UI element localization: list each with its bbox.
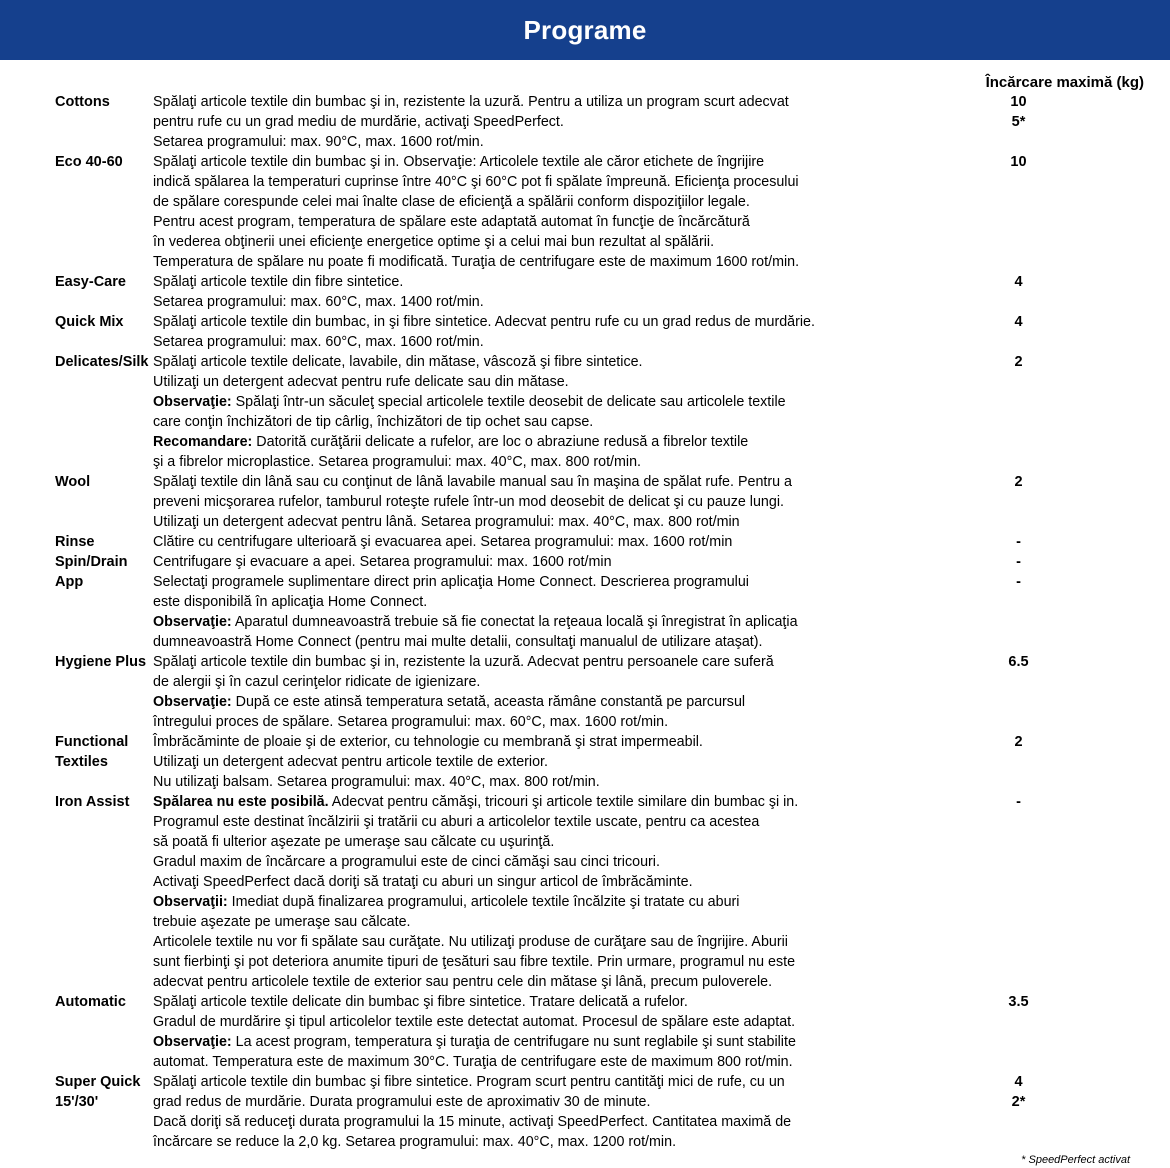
description-text: în vederea obţinerii unei eficienţe energetice optime şi a celui mai bun rezultat al spălării.	[153, 234, 715, 250]
max-load-cell	[935, 272, 1170, 312]
max-load-cell	[935, 152, 1170, 272]
description-text: încărcare se reduce la 2,0 kg. Setarea programului: max. 40°C, max. 1200 rot/min.	[153, 1134, 677, 1150]
program-name-line: Spin/Drain	[55, 554, 128, 570]
description-text: este disponibilă în aplicaţia Home Connect.	[153, 594, 428, 610]
description-line	[153, 932, 935, 952]
description-line	[153, 1072, 935, 1092]
description-text: Spălaţi articole textile din bumbac şi in, rezistente la uzură. Pentru a utiliza un program scurt adecvat	[153, 94, 789, 110]
max-load-value: -	[1016, 534, 1021, 550]
description-text: Setarea programului: max. 60°C, max. 1600 rot/min.	[153, 334, 484, 350]
program-description-cell	[145, 352, 935, 472]
max-load-value: 5*	[1011, 114, 1026, 130]
description-text: Setarea programului: max. 90°C, max. 1600 rot/min.	[153, 134, 484, 150]
description-emphasis: Spălarea nu este posibilă.	[153, 794, 329, 810]
max-load-value: 2	[1014, 354, 1023, 370]
description-line	[153, 952, 935, 972]
program-name-line: Wool	[55, 474, 91, 490]
description-line	[153, 192, 935, 212]
description-line	[153, 1032, 935, 1052]
description-line	[153, 472, 935, 492]
max-load-cell	[935, 1072, 1170, 1152]
description-text: Programul este destinat încălzirii şi tratării cu aburi a articolelor textile uscate, pentru ca acestea	[153, 814, 760, 830]
max-load-value: -	[1016, 574, 1021, 590]
program-description-cell	[145, 472, 935, 532]
description-line	[153, 1092, 935, 1112]
description-line	[153, 492, 935, 512]
description-emphasis: Observaţie:	[153, 394, 232, 410]
table-row	[0, 152, 1170, 272]
program-description-cell	[145, 92, 935, 152]
program-name-cell	[0, 552, 145, 572]
description-line	[153, 852, 935, 872]
description-emphasis: Observaţie:	[153, 1034, 232, 1050]
description-text: şi a fibrelor microplastice. Setarea programului: max. 40°C, max. 800 rot/min.	[153, 454, 642, 470]
description-line	[153, 1012, 935, 1032]
description-line	[153, 752, 935, 772]
table-row	[0, 352, 1170, 472]
program-name-line: Functional	[55, 734, 129, 750]
description-text: dumneavoastră Home Connect (pentru mai multe detalii, consultaţi manualul de utilizare ataşat).	[153, 634, 763, 650]
max-load-cell	[935, 92, 1170, 152]
description-text: Utilizaţi un detergent adecvat pentru rufe delicate sau din mătase.	[153, 374, 569, 390]
description-line	[153, 332, 935, 352]
description-text: adecvat pentru articolele textile de exterior sau pentru cele din mătase şi lână, precum puloverele.	[153, 974, 773, 990]
program-description-cell	[145, 312, 935, 352]
program-name-cell	[0, 572, 145, 652]
program-name-cell	[0, 1072, 145, 1152]
program-description-cell	[145, 532, 935, 552]
program-name-cell	[0, 792, 145, 992]
description-line	[153, 892, 935, 912]
description-text: Nu utilizaţi balsam. Setarea programului: max. 40°C, max. 800 rot/min.	[153, 774, 600, 790]
program-description-cell	[145, 272, 935, 312]
table-row	[0, 732, 1170, 792]
max-load-cell	[935, 792, 1170, 992]
description-line	[153, 732, 935, 752]
max-load-value: -	[1016, 794, 1021, 810]
description-line	[153, 532, 935, 552]
max-load-value: 2	[1014, 734, 1023, 750]
description-line	[153, 92, 935, 112]
program-name-line: Cottons	[55, 94, 110, 110]
description-text: Îmbrăcăminte de ploaie şi de exterior, cu tehnologie cu membrană şi strat impermeabil.	[153, 734, 703, 750]
program-name-cell	[0, 732, 145, 792]
description-text: grad redus de murdărie. Durata programului este de aproximativ 30 de minute.	[153, 1094, 651, 1110]
description-text: Pentru acest program, temperatura de spălare este adaptată automat în funcţie de încărcătură	[153, 214, 750, 230]
program-description-cell	[145, 732, 935, 792]
description-text: Utilizaţi un detergent adecvat pentru lână. Setarea programului: max. 40°C, max. 800 rot/min	[153, 514, 740, 530]
description-line	[153, 412, 935, 432]
program-description-cell	[145, 792, 935, 992]
description-text: Spălaţi articole textile din bumbac şi in, rezistente la uzură. Adecvat pentru persoanele care suferă	[153, 654, 774, 670]
description-text: trebuie aşezate pe umeraşe sau călcate.	[153, 914, 411, 930]
programs-table-body	[0, 92, 1170, 1152]
description-line	[153, 912, 935, 932]
description-line	[153, 972, 935, 992]
table-row	[0, 1072, 1170, 1152]
description-line	[153, 512, 935, 532]
program-name-line: Easy-Care	[55, 274, 126, 290]
description-emphasis: Observaţii:	[153, 894, 228, 910]
description-line	[153, 672, 935, 692]
description-line	[153, 112, 935, 132]
program-name-line: Delicates/Silk	[55, 354, 149, 370]
program-name-cell	[0, 992, 145, 1072]
description-text: automat. Temperatura este de maximum 30°C. Turaţia de centrifugare este de maximum 800 rot/min.	[153, 1054, 793, 1070]
max-load-value: 2*	[1011, 1094, 1026, 1110]
description-line	[153, 172, 935, 192]
description-line	[153, 1112, 935, 1132]
description-text: La acest program, temperatura şi turaţia de centrifugare nu sunt reglabile şi sunt stabilite	[231, 1034, 796, 1050]
program-name-cell	[0, 472, 145, 532]
programs-table	[0, 92, 1170, 1152]
description-line	[153, 632, 935, 652]
max-load-value: 3.5	[1008, 994, 1029, 1010]
description-text: de alergii şi în cazul cerinţelor ridicate de igienizare.	[153, 674, 481, 690]
description-text: sunt fierbinţi şi pot deteriora anumite tipuri de ţesături sau fibre textile. Prin urmare, programul nu este	[153, 954, 796, 970]
description-line	[153, 352, 935, 372]
max-load-cell	[935, 472, 1170, 532]
page-title: Programe	[523, 15, 647, 45]
table-row	[0, 532, 1170, 552]
table-row	[0, 992, 1170, 1072]
max-load-cell	[935, 992, 1170, 1072]
program-name-line: Super Quick	[55, 1074, 141, 1090]
programs-content	[0, 60, 1170, 1168]
description-line	[153, 232, 935, 252]
max-load-value: 4	[1014, 274, 1023, 290]
program-name-cell	[0, 152, 145, 272]
max-load-value: 10	[1010, 154, 1027, 170]
description-line	[153, 552, 935, 572]
program-name-cell	[0, 532, 145, 552]
table-row	[0, 92, 1170, 152]
description-text: întregului proces de spălare. Setarea programului: max. 60°C, max. 1600 rot/min.	[153, 714, 669, 730]
description-text: Adecvat pentru cămăşi, tricouri şi articole textile similare din bumbac şi in.	[328, 794, 799, 810]
description-text: Spălaţi articole textile din fibre sintetice.	[153, 274, 404, 290]
description-line	[153, 392, 935, 412]
description-line	[153, 712, 935, 732]
program-description-cell	[145, 992, 935, 1072]
description-line	[153, 292, 935, 312]
description-text: Gradul maxim de încărcare a programului este de cinci cămăşi sau cinci tricouri.	[153, 854, 660, 870]
description-text: Activaţi SpeedPerfect dacă doriţi să trataţi cu aburi un singur articol de îmbrăcăminte.	[153, 874, 693, 890]
program-description-cell	[145, 152, 935, 272]
program-name-line: App	[55, 574, 84, 590]
description-line	[153, 152, 935, 172]
table-row	[0, 552, 1170, 572]
description-line	[153, 1052, 935, 1072]
description-text: Setarea programului: max. 60°C, max. 1400 rot/min.	[153, 294, 484, 310]
speedperfect-footnote: * SpeedPerfect activat	[1021, 1154, 1130, 1166]
program-description-cell	[145, 652, 935, 732]
max-load-cell	[935, 552, 1170, 572]
description-line	[153, 992, 935, 1012]
program-description-cell	[145, 552, 935, 572]
program-name-line: Quick Mix	[55, 314, 124, 330]
program-name-cell	[0, 92, 145, 152]
description-text: Spălaţi articole textile din bumbac, in şi fibre sintetice. Adecvat pentru rufe cu un grad redus de murdărie.	[153, 314, 815, 330]
description-text: de spălare corespunde celei mai înalte clase de eficienţă a spălării conform dispoziţiilor legale.	[153, 194, 750, 210]
program-name-cell	[0, 652, 145, 732]
program-name-line: Eco 40-60	[55, 154, 123, 170]
program-name-line: Rinse	[55, 534, 95, 550]
description-line	[153, 572, 935, 592]
description-emphasis: Observaţie:	[153, 694, 232, 710]
description-text: Spălaţi articole textile delicate din bumbac şi fibre sintetice. Tratare delicată a rufelor.	[153, 994, 688, 1010]
description-line	[153, 812, 935, 832]
description-line	[153, 212, 935, 232]
description-line	[153, 252, 935, 272]
description-text: Spălaţi într-un săculeţ special articolele textile deosebit de delicate sau articolele textile	[231, 394, 786, 410]
max-load-cell	[935, 352, 1170, 472]
description-line	[153, 692, 935, 712]
max-load-value: 4	[1014, 1074, 1023, 1090]
description-line	[153, 432, 935, 452]
description-line	[153, 452, 935, 472]
max-load-value: 10	[1010, 94, 1027, 110]
program-description-cell	[145, 572, 935, 652]
description-text: Spălaţi articole textile delicate, lavabile, din mătase, vâscoză şi fibre sintetice.	[153, 354, 643, 370]
max-load-cell	[935, 572, 1170, 652]
description-text: Gradul de murdărire şi tipul articolelor textile este detectat automat. Procesul de spălare este adaptat.	[153, 1014, 796, 1030]
description-line	[153, 872, 935, 892]
description-line	[153, 372, 935, 392]
description-text: indică spălarea la temperaturi cuprinse între 40°C şi 60°C pot fi spălate împreună. Eficienţa procesului	[153, 174, 799, 190]
description-line	[153, 772, 935, 792]
description-text: care conţin închizători de tip cârlig, închizători de tip ochet sau capse.	[153, 414, 594, 430]
description-line	[153, 312, 935, 332]
description-text: Spălaţi articole textile din bumbac şi fibre sintetice. Program scurt pentru cantităţi mici de rufe, cu un	[153, 1074, 785, 1090]
max-load-cell	[935, 312, 1170, 352]
description-text: pentru rufe cu un grad mediu de murdărie, activaţi SpeedPerfect.	[153, 114, 564, 130]
description-line	[153, 132, 935, 152]
max-load-value: 4	[1014, 314, 1023, 330]
description-line	[153, 592, 935, 612]
description-text: Utilizaţi un detergent adecvat pentru articole textile de exterior.	[153, 754, 548, 770]
max-load-value: 2	[1014, 474, 1023, 490]
column-header-row	[0, 60, 1170, 91]
program-name-cell	[0, 352, 149, 472]
program-name-cell	[0, 272, 145, 312]
program-name-line: Iron Assist	[55, 794, 130, 810]
program-name-line: Textiles	[55, 754, 108, 770]
max-load-value: 6.5	[1008, 654, 1029, 670]
description-text: Dacă doriţi să reduceţi durata programului la 15 minute, activaţi SpeedPerfect. Cantitatea maximă de	[153, 1114, 792, 1130]
description-text: Selectaţi programele suplimentare direct prin aplicaţia Home Connect. Descrierea programului	[153, 574, 749, 590]
program-name-line: Hygiene Plus	[55, 654, 147, 670]
description-text: Datorită curăţării delicate a rufelor, are loc o abraziune redusă a fibrelor textile	[252, 434, 749, 450]
program-name-cell	[0, 312, 145, 352]
max-load-cell	[935, 732, 1170, 792]
table-row	[0, 312, 1170, 352]
program-name-line: Automatic	[55, 994, 126, 1010]
description-line	[153, 792, 935, 812]
program-description-cell	[145, 1072, 935, 1152]
description-line	[153, 652, 935, 672]
description-text: să poată fi ulterior aşezate pe umeraşe sau călcate cu uşurinţă.	[153, 834, 555, 850]
description-line	[153, 272, 935, 292]
max-load-value: -	[1016, 554, 1021, 570]
description-emphasis: Observaţie:	[153, 614, 232, 630]
max-load-cell	[935, 652, 1170, 732]
description-line	[153, 612, 935, 632]
description-text: Articolele textile nu vor fi spălate sau curăţate. Nu utilizaţi produse de curăţare sau de îngrijire. Aburii	[153, 934, 788, 950]
description-text: Aparatul dumneavoastră trebuie să fie conectat la reţeaua locală şi înregistrat în aplicaţia	[231, 614, 798, 630]
description-emphasis: Recomandare:	[153, 434, 253, 450]
description-line	[153, 1132, 935, 1152]
max-load-cell	[935, 532, 1170, 552]
table-row	[0, 272, 1170, 312]
description-text: Spălaţi textile din lână sau cu conţinut de lână lavabile manual sau în maşina de spălat rufe. Pentru a	[153, 474, 792, 490]
program-name-line: 15'/30'	[55, 1094, 99, 1110]
description-text: preveni micşorarea rufelor, tamburul roteşte rufele într-un mod deosebit de delicat şi cu pauze lungi.	[153, 494, 784, 510]
column-header-max-load: Încărcare maximă (kg)	[985, 74, 1144, 91]
description-text: Temperatura de spălare nu poate fi modificată. Turaţia de centrifugare este de maximum 1600 rot/min.	[153, 254, 800, 270]
description-text: Spălaţi articole textile din bumbac şi in. Observaţie: Articolele textile ale căror etichete de îngrijire	[153, 154, 765, 170]
description-text: Clătire cu centrifugare ulterioară şi evacuarea apei. Setarea programului: max. 1600 rot/min	[153, 534, 733, 550]
table-row	[0, 572, 1170, 652]
description-line	[153, 832, 935, 852]
table-row	[0, 652, 1170, 732]
page-header-bar	[0, 0, 1170, 60]
table-row	[0, 792, 1170, 992]
description-text: Imediat după finalizarea programului, articolele textile încălzite şi tratate cu aburi	[227, 894, 740, 910]
description-text: Centrifugare şi evacuare a apei. Setarea programului: max. 1600 rot/min	[153, 554, 612, 570]
table-row	[0, 472, 1170, 532]
description-text: După ce este atinsă temperatura setată, aceasta rămâne constantă pe parcursul	[231, 694, 746, 710]
